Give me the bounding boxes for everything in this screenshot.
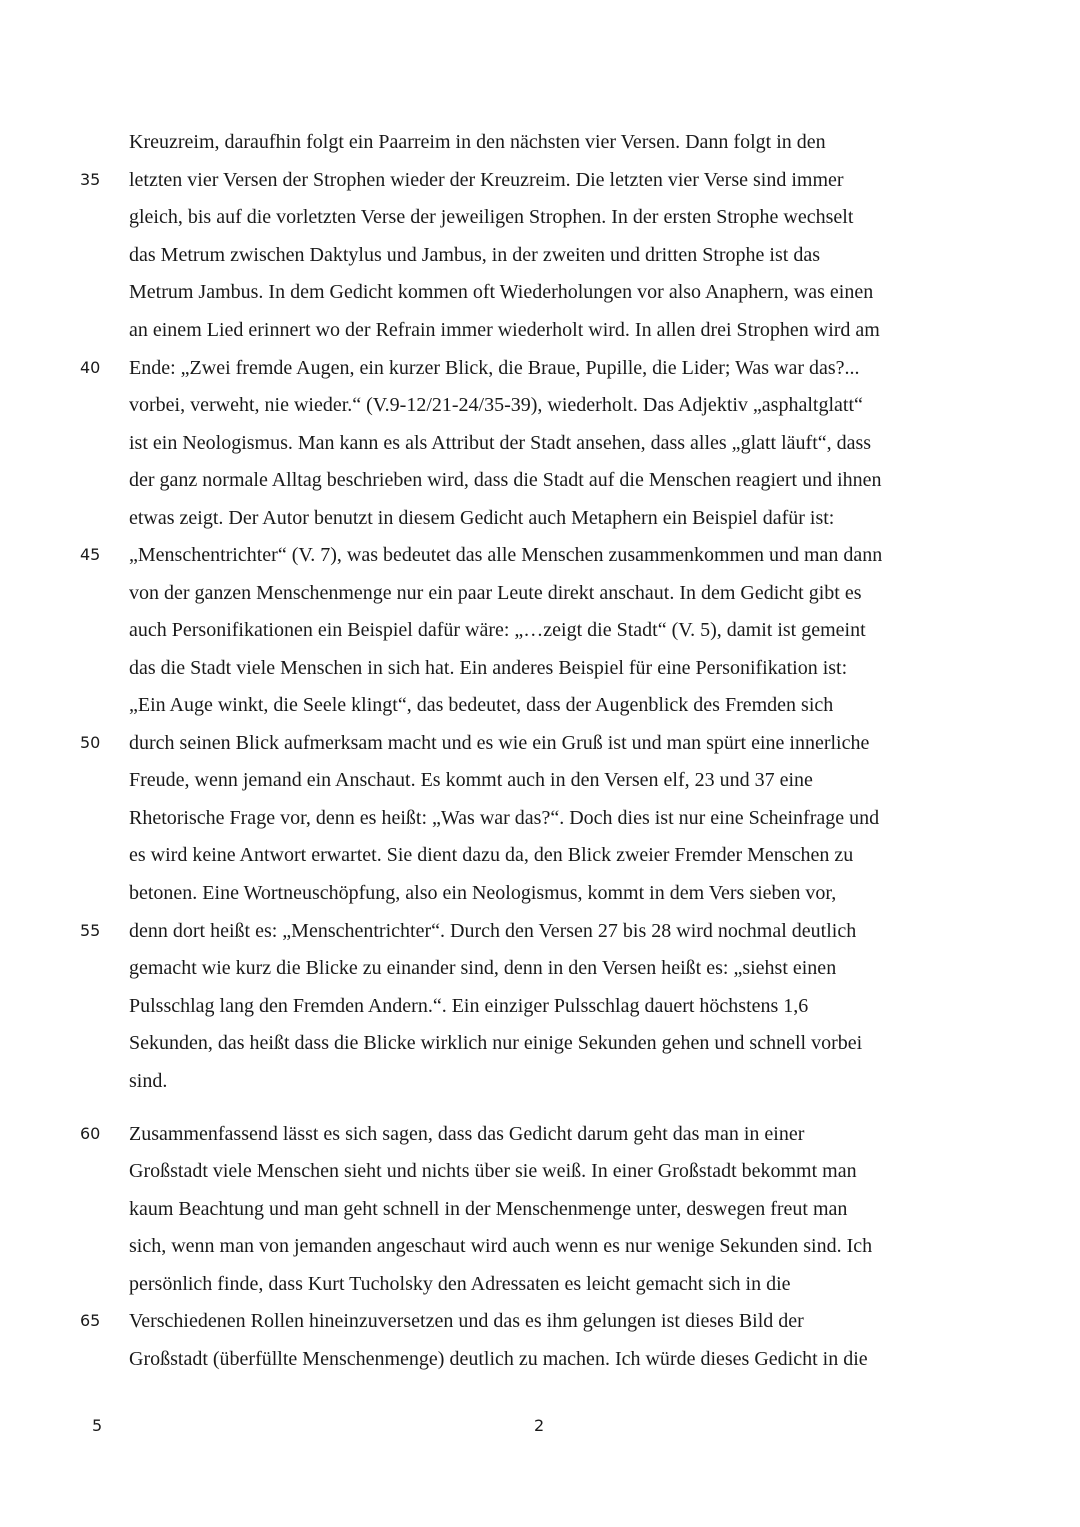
text-line: kaum Beachtung und man geht schnell in der Menschenmenge unter, deswegen freut man [129,1198,848,1220]
text-line: Verschiedenen Rollen hineinzuversetzen und das es ihm gelungen ist dieses Bild der [129,1310,804,1332]
footer-number: 5 [92,1416,103,1435]
line-number: 35 [80,170,101,189]
text-line: das die Stadt viele Menschen in sich hat. Ein anderes Beispiel für eine Personifikation ist: [129,657,848,679]
text-line: betonen. Eine Wortneuschöpfung, also ein Neologismus, kommt in dem Vers sieben vor, [129,882,837,904]
line-number: 55 [80,921,101,940]
text-line: gleich, bis auf die vorletzten Verse der jeweiligen Strophen. In der ersten Strophe wechselt [129,206,854,228]
text-line: Großstadt viele Menschen sieht und nichts über sie weiß. In einer Großstadt bekommt man [129,1160,857,1182]
text-line: sich, wenn man von jemanden angeschaut wird auch wenn es nur wenige Sekunden sind. Ich [129,1235,873,1257]
line-number: 40 [80,358,101,377]
text-line: Ende: „Zwei fremde Augen, ein kurzer Blick, die Braue, Pupille, die Lider; Was war das?... [129,357,860,379]
text-line: Zusammenfassend lässt es sich sagen, dass das Gedicht darum geht das man in einer [129,1123,805,1145]
text-line: ist ein Neologismus. Man kann es als Attribut der Stadt ansehen, dass alles „glatt läuft“, dass [129,432,872,454]
page-number: 2 [534,1416,545,1435]
text-line: persönlich finde, dass Kurt Tucholsky den Adressaten es leicht gemacht sich in die [129,1273,791,1295]
text-line: der ganz normale Alltag beschrieben wird, dass die Stadt auf die Menschen reagiert und ihnen [129,469,882,491]
text-line: denn dort heißt es: „Menschentrichter“. Durch den Versen 27 bis 28 wird nochmal deutlich [129,920,857,942]
text-line: Freude, wenn jemand ein Anschaut. Es kommt auch in den Versen elf, 23 und 37 eine [129,769,813,791]
text-line: das Metrum zwischen Daktylus und Jambus, in der zweiten und dritten Strophe ist das [129,244,820,266]
line-number: 50 [80,733,101,752]
text-line: Großstadt (überfüllte Menschenmenge) deutlich zu machen. Ich würde dieses Gedicht in die [129,1348,868,1370]
text-line: es wird keine Antwort erwartet. Sie dient dazu da, den Blick zweier Fremder Menschen zu [129,844,854,866]
text-line: an einem Lied erinnert wo der Refrain immer wiederholt wird. In allen drei Strophen wird am [129,319,880,341]
text-line: letzten vier Versen der Strophen wieder der Kreuzreim. Die letzten vier Verse sind immer [129,169,844,191]
text-line: „Menschentrichter“ (V. 7), was bedeutet das alle Menschen zusammenkommen und man dann [129,544,883,566]
text-line: gemacht wie kurz die Blicke zu einander sind, denn in den Versen heißt es: „siehst einen [129,957,837,979]
text-line: vorbei, verweht, nie wieder.“ (V.9-12/21-24/35-39), wiederholt. Das Adjektiv „asphaltglatt“ [129,394,863,416]
text-line: auch Personifikationen ein Beispiel dafür wäre: „…zeigt die Stadt“ (V. 5), damit ist gemeint [129,619,866,641]
text-line: von der ganzen Menschenmenge nur ein paar Leute direkt anschaut. In dem Gedicht gibt es [129,582,862,604]
text-line: „Ein Auge winkt, die Seele klingt“, das bedeutet, dass der Augenblick des Fremden sich [129,694,834,716]
text-line: Kreuzreim, daraufhin folgt ein Paarreim in den nächsten vier Versen. Dann folgt in den [129,131,826,153]
line-number: 45 [80,545,101,564]
text-line: Metrum Jambus. In dem Gedicht kommen oft Wiederholungen vor also Anaphern, was einen [129,281,874,303]
line-number: 60 [80,1124,101,1143]
text-line: etwas zeigt. Der Autor benutzt in diesem Gedicht auch Metaphern ein Beispiel dafür ist: [129,507,835,529]
text-line: sind. [129,1070,168,1092]
text-line: Pulsschlag lang den Fremden Andern.“. Ein einziger Pulsschlag dauert höchstens 1,6 [129,995,809,1017]
text-line: Sekunden, das heißt dass die Blicke wirklich nur einige Sekunden gehen und schnell vorbei [129,1032,863,1054]
text-line: Rhetorische Frage vor, denn es heißt: „Was war das?“. Doch dies ist nur eine Scheinfrage und [129,807,880,829]
line-number: 65 [80,1311,101,1330]
text-line: durch seinen Blick aufmerksam macht und es wie ein Gruß ist und man spürt eine innerliche [129,732,870,754]
